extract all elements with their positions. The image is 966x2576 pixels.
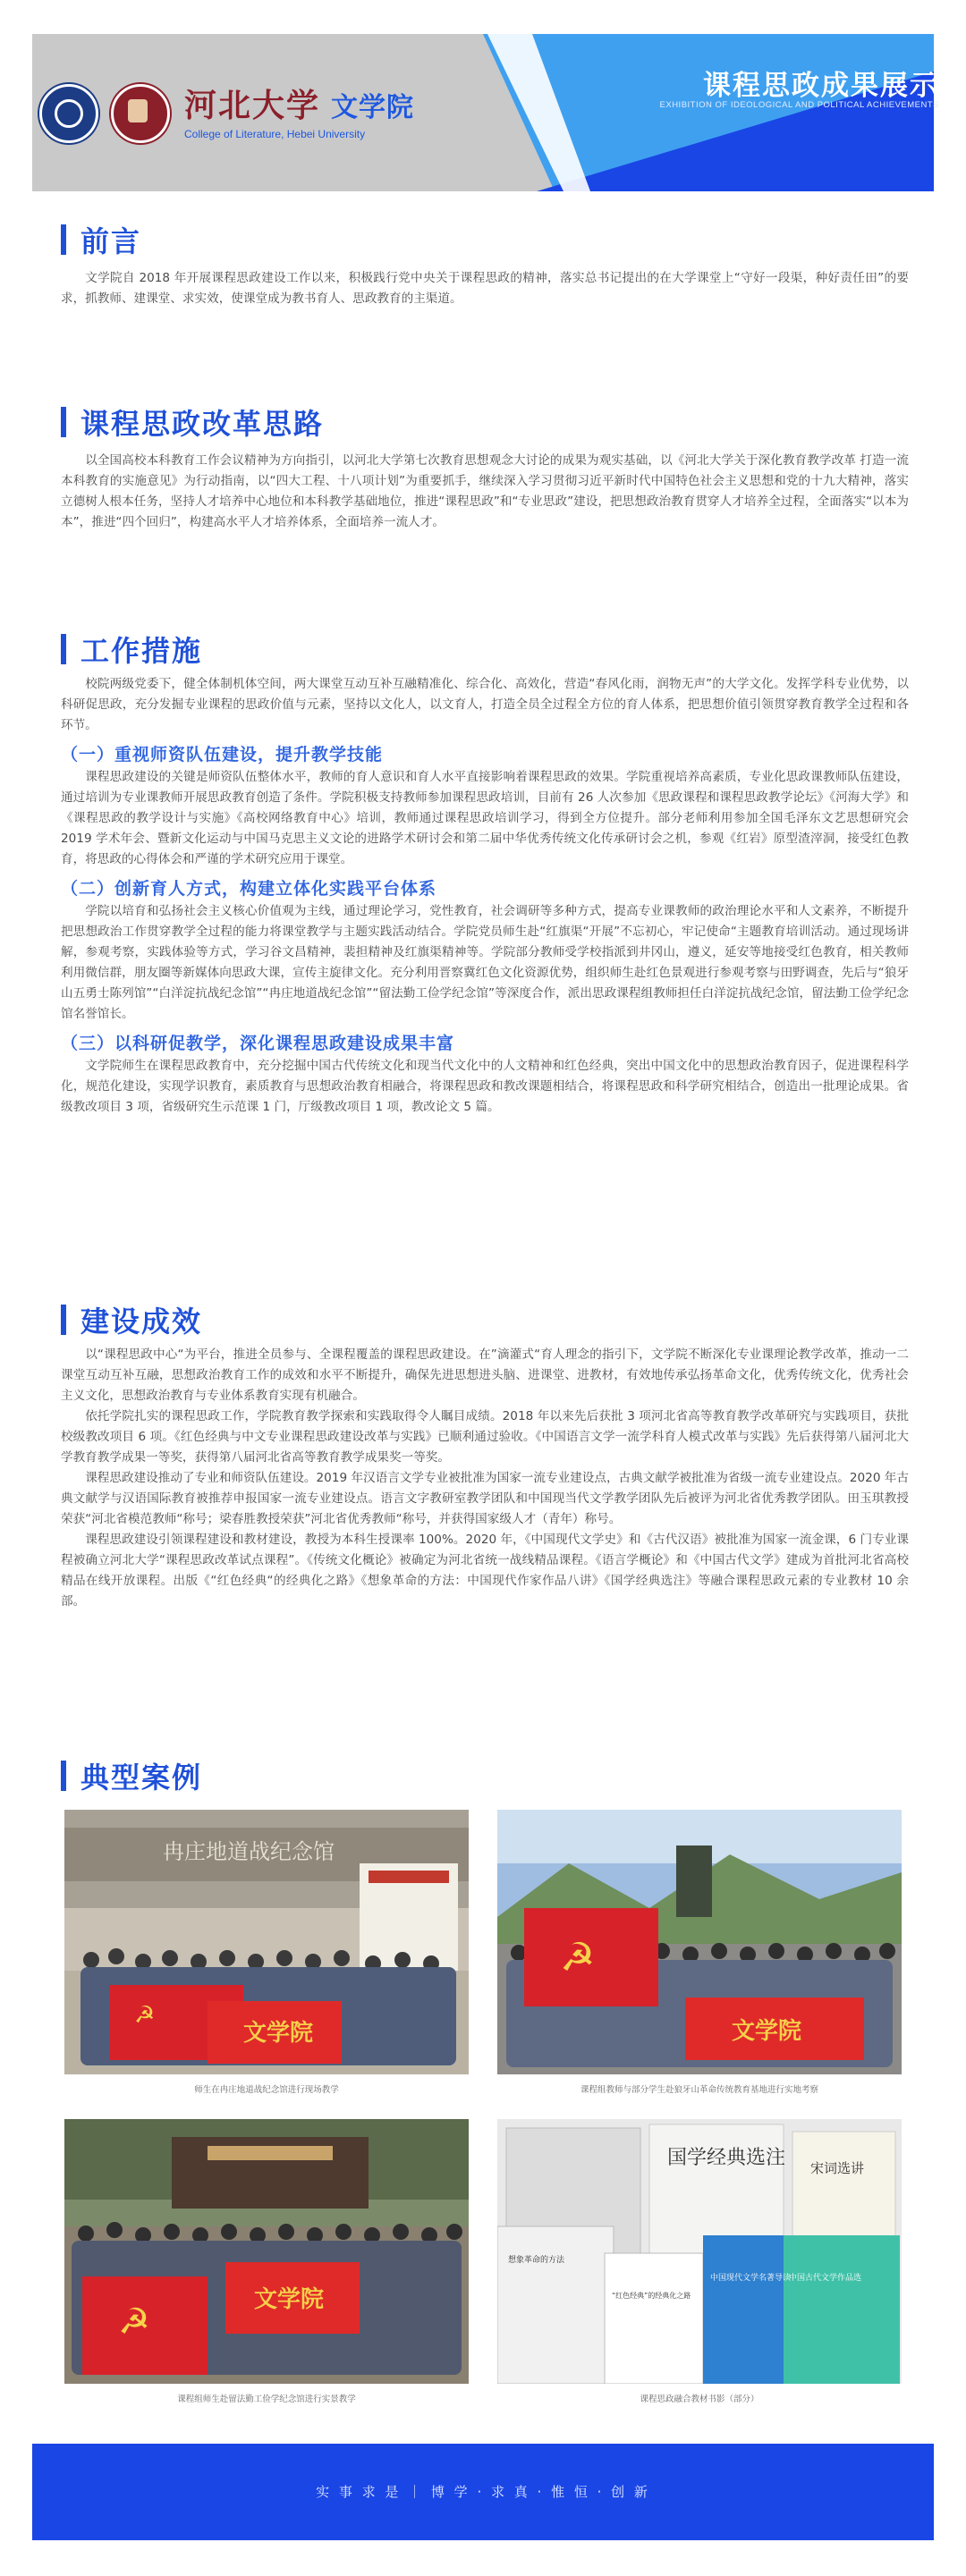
case-photo-2 <box>497 1810 902 2074</box>
measures-paragraph-2: 学院以培育和弘扬社会主义核心价值观为主线，通过理论学习，党性教育，社会调研等多种方式，提高专业课教师的政治理论水平和人文素养，不断提升把思想政治工作贯穿教学全过程的能力将课堂教学与主题实践活动结合。学院党员师生赴“红旗渠“开展”不忘初心，牢记使命“主题教育培训活动。通过现场讲解，参观考察，实践体验等方式，学习谷文昌精神，裴担精神及红旗渠精神等。学院部分教师受学校指派到井冈山，遵义，延安等地接受红色教育，相关教师利用微信群，朋友圈等新媒体向思政大课，宣传主旋律文化。充分利用晋察冀红色文化资源优势，组织师生赴红色景观进行参观考察与田野调查，先后与“狼牙山五勇士陈列馆”“白洋淀抗战纪念馆”“冉庄地道战纪念馆”“留法勤工俭学纪念馆”等深度合作，派出思政课程组教师担任白洋淀抗战纪念馆，留法勤工俭学纪念馆名誉馆长。 <box>61 904 909 1021</box>
ideas-paragraph: 以全国高校本科教育工作会议精神为方向指引，以河北大学第七次教育思想观念大讨论的成果为观实基础，以《河北大学关于深化教育教学改革 打造一流本科教育的实施意见》为行动指南，以“四大工程、十八项计划”为重要抓手，继续深入学习贯彻习近平新时代中国特色社会主义思想和党的十九大精神，落实立德树人根本任务，坚持人才培养中心地位和本科教学基础地位，推进“课程思政”和“专业思政”建设，把思想政治教育贯穿人才培养全过程，全面落实“以本为本”，推进“四个回归”，构建高水平人才培养体系，全面培养一流人才。 <box>61 453 909 529</box>
results-title: 建设成效 <box>80 1305 203 1339</box>
measures-intro: 校院两级党委下，健全体制机体空间，两大课堂互动互补互融精准化、综合化、高效化，营造“春风化雨，润物无声”的大学文化。发挥学科专业优势，以科研促思政，充分发掘专业课程的思政价值与元素，坚持以文化人，以文育人，打造全员全过程全方位的育人体系，把思想价值引领贯穿教育教学全过程和各环节。 <box>61 677 909 732</box>
college-logo <box>39 73 414 154</box>
cases-heading <box>61 1756 909 1795</box>
footer-banner <box>32 2444 934 2540</box>
measures-subheading-1: （一）重视师资队伍建设，提升教学技能 <box>61 745 384 764</box>
hebei-university-seal-icon <box>39 84 98 143</box>
book-title-2: 宋词选讲 <box>810 2160 865 2176</box>
book-title-3: 中国现代文学名著导读 <box>710 2274 792 2283</box>
measures-paragraph-1: 课程思政建设的关键是师资队伍整体水平，教师的育人意识和育人水平直接影响着课程思政的效果。学院重视培养高素质，专业化思政课教师队伍建设，通过培训为专业课教师开展思政教育创造了条件。学院积极支持教师参加课程思政培训，目前有 26 人次参加《思政课程和课程思政教学论坛》《河海大学》和《课程思政的教学设计与实施》《高校网络教育中心》培训，教师通过课程思政培训学习，得到全方位提升。部分老师利用参加全国毛泽东文艺思想研究会 2019 学术年会、暨新文化运动与中国马克思主义文论的进路学术研讨会和第二届中华优秀传统文化传承研讨会之机，参观《红岩》原型渣滓洞，接受红色教育，将思政的心得体会和严谨的学术研究应用于课堂。 <box>61 770 909 866</box>
preface-title: 前言 <box>80 224 142 258</box>
logo-college-name: 文学院 <box>331 92 415 122</box>
preface-section <box>61 220 909 309</box>
logo-university-name: 河北大学 <box>184 86 321 124</box>
measures-heading <box>61 629 909 669</box>
book-title-1: 国学经典选注 <box>667 2147 786 2169</box>
ideas-section <box>61 402 909 533</box>
page-subtitle: EXHIBITION OF IDEOLOGICAL AND POLITICAL ACHIEVEMENTS <box>659 100 939 110</box>
ideas-title: 课程思政改革思路 <box>80 407 325 441</box>
results-paragraph-2: 依托学院扎实的课程思政工作，学院教育教学探索和实践取得令人瞩目成绩。2018 年以来先后获批 3 项河北省高等教育教学改革研究与实践项目，获批校级教改项目 6 项。《红色经典与中文专业课程思政建设改革与实践》已顺利通过验收。《中国语言文学一流学科育人模式改革与实践》先后获得第八届河北大学教育教学成果一等奖，获得第八届河北省高等教育教学成果奖一等奖。 <box>61 1409 909 1465</box>
measures-paragraph-3: 文学院师生在课程思政教育中，充分挖掘中国古代传统文化和现当代文化中的人文精神和红色经典，突出中国文化中的思想政治教育因子，促进课程科学化，规范化建设，实现学识教育，素质教育与思想政治教育相融合，将课程思政和教改课题相结合，将课程思政和科学研究相结合，创造出一批理论成果。省级教改项目 3 项，省级研究生示范课 1 门，厅级教改项目 1 项，教改论文 5 篇。 <box>61 1059 909 1114</box>
page-title: 课程思政成果展示 <box>703 70 939 102</box>
textbooks-photo <box>497 2119 902 2384</box>
svg-text:☭: ☭ <box>134 2002 156 2029</box>
results-section <box>61 1300 909 1612</box>
case-photo-3 <box>64 2119 469 2384</box>
memorial-group-photo <box>64 1810 469 2074</box>
preface-paragraph: 文学院自 2018 年开展课程思政建设工作以来，积极践行党中央关于课程思政的精神，落实总书记提出的在大学课堂上“守好一段渠，种好责任田”的要求，抓教师、建课堂、求实效，使课堂成为教书育人、思政教育的主渠道。 <box>61 271 909 306</box>
book-title-4: 中国古代文学作品选 <box>789 2274 862 2283</box>
ideas-heading <box>61 402 909 442</box>
case-caption-1: 师生在冉庄地道战纪念馆进行现场教学 <box>194 2085 339 2095</box>
logo-english-name: College of Literature, Hebei University <box>184 127 366 140</box>
results-heading <box>61 1300 909 1339</box>
header-banner <box>0 0 966 202</box>
cases-title: 典型案例 <box>80 1761 203 1795</box>
measures-title: 工作措施 <box>80 634 203 668</box>
svg-text:文学院: 文学院 <box>243 2020 314 2047</box>
svg-text:☭: ☭ <box>560 1935 596 1981</box>
svg-text:☭: ☭ <box>118 2302 150 2343</box>
measures-subheading-3: （三）以科研促教学，深化课程思政建设成果丰富 <box>61 1034 455 1053</box>
college-emblem-icon <box>111 84 170 143</box>
book-title-5: “红色经典”的经典化之路 <box>612 2292 691 2300</box>
mountain-group-photo <box>497 1810 902 2074</box>
measures-section <box>61 629 909 1118</box>
case-caption-2: 课程组教师与部分学生赴狼牙山革命传统教育基地进行实地考察 <box>580 2085 818 2095</box>
svg-text:文学院: 文学院 <box>732 2018 802 2045</box>
memorial-sign-text: 冉庄地道战纪念馆 <box>163 1839 335 1864</box>
case-photo-4 <box>497 2119 902 2384</box>
preface-heading <box>61 220 909 259</box>
results-paragraph-4: 课程思政建设引领课程建设和教材建设，教授为本科生授课率 100%。2020 年，《中国现代文学史》和《古代汉语》被批准为国家一流金课，6 门专业课程被确立河北大学“课程思政改革试点课程”。《传统文化概论》被确定为河北省统一战线精品课程。《语言学概论》和《中国古代文学》建成为首批河北省高校精品在线开放课程。出版《“红色经典“的经典化之路》《想象革命的方法：中国现代作家作品八讲》《国学经典选注》等融合课程思政元素的专业教材 10 余部。 <box>61 1533 909 1609</box>
footer-slogan: 实 事 求 是 ｜ 博 学 · 求 真 · 惟 恒 · 创 新 <box>316 2484 650 2500</box>
case-caption-4: 课程思政融合教材书影（部分） <box>640 2394 759 2404</box>
case-photo-1 <box>64 1810 469 2074</box>
results-paragraph-3: 课程思政建设推动了专业和师资队伍建设。2019 年汉语言文学专业被批准为国家一流专业建设点，古典文献学被批准为省级一流专业建设点。2020 年古典文献学与汉语国际教育被推荐申报国家一流专业建设点。语言文字教研室教学团队和中国现当代文学教学团队先后被评为河北省优秀教学团队。田玉琪教授荣获“河北省模范教师“称号；梁春胜教授荣获”河北省优秀教师“称号，并获得国家级人才（青年）称号。 <box>61 1471 909 1526</box>
results-paragraph-1: 以“课程思政中心“为平台，推进全员参与、全课程覆盖的课程思政建设。在”滴灌式“育人理念的指引下，文学院不断深化专业课理论教学改革，推动一二课堂互动互补互融，思想政治教育工作的成效和水平不断提升，确保先进思想进头脑、进课堂、进教材，有效地传承弘扬革命文化，优秀传统文化，优秀社会主义文化，思想政治教育与专业体系教育实现有机融合。 <box>61 1347 909 1403</box>
svg-text:文学院: 文学院 <box>254 2286 325 2313</box>
case-caption-3: 课程组师生赴留法勤工俭学纪念馆进行实景教学 <box>177 2394 356 2404</box>
measures-subheading-2: （二）创新育人方式，构建立体化实践平台体系 <box>61 879 437 899</box>
book-title-6: 想象革命的方法 <box>508 2256 565 2265</box>
museum-group-photo <box>64 2119 469 2384</box>
